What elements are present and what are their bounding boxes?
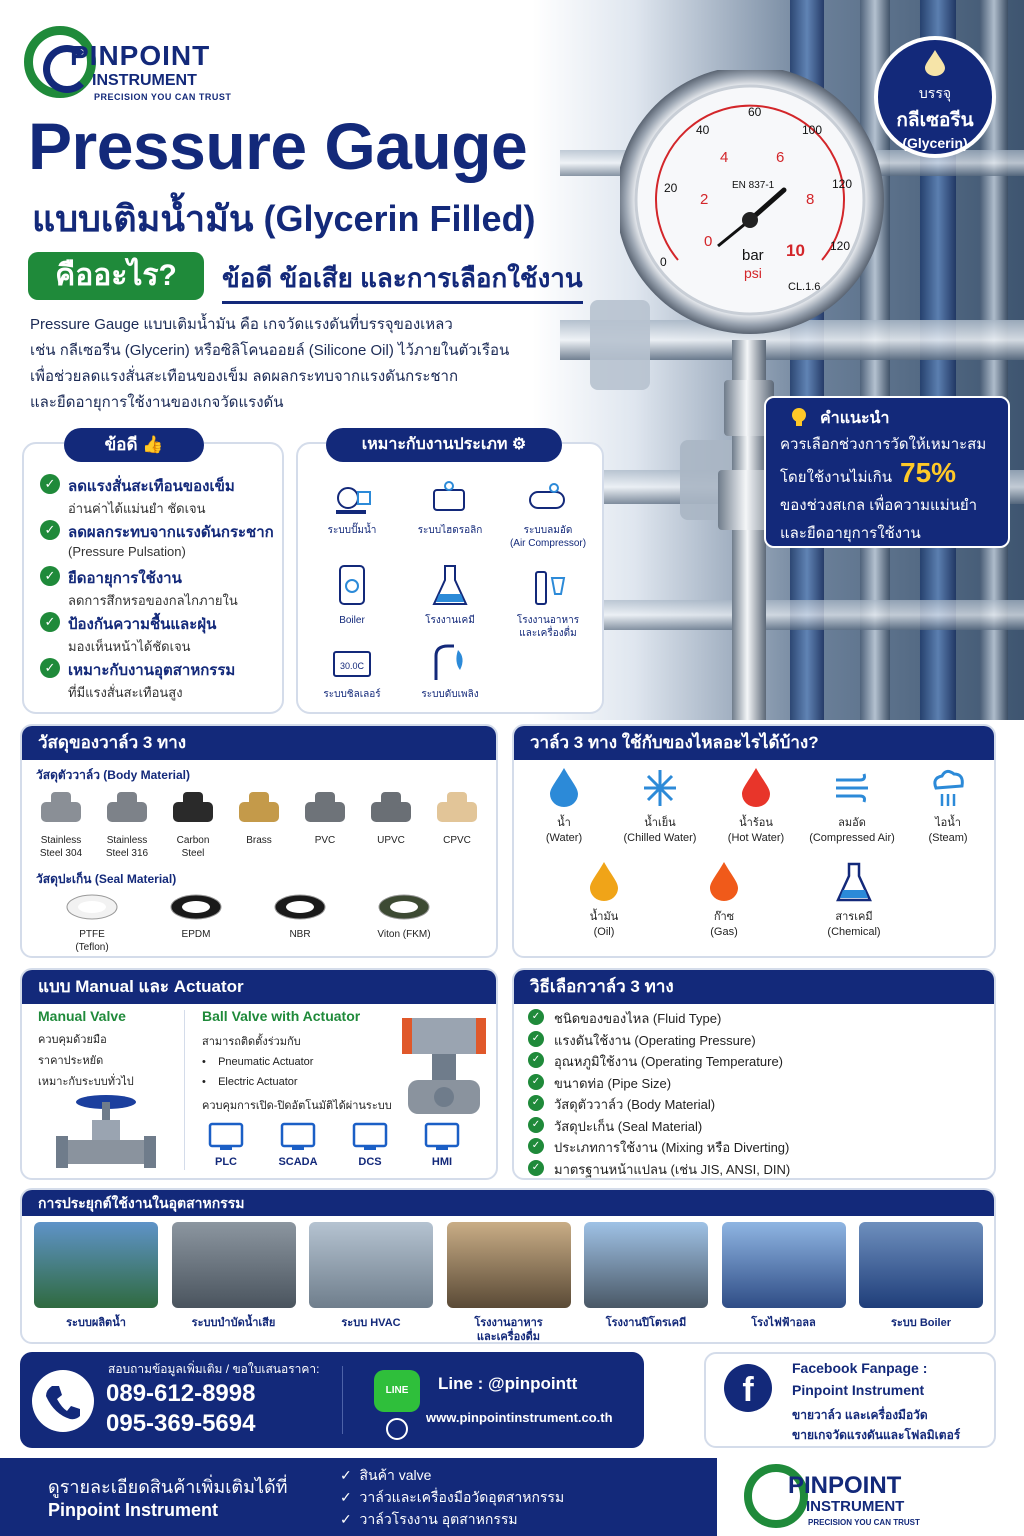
control-system-item — [342, 1122, 398, 1168]
glycerin-line-2: กลีเซอรีน — [896, 110, 974, 131]
fluid-label-sub: (Gas) — [710, 926, 738, 938]
fb-label: Facebook Fanpage : — [792, 1360, 928, 1376]
application-photo — [584, 1222, 708, 1308]
facebook-icon: f — [724, 1364, 772, 1412]
body-material-item — [30, 788, 92, 860]
thumbs-up-icon: 👍 — [142, 435, 164, 454]
use-label: โรงงานอาหาร — [516, 615, 580, 626]
fb-page-name[interactable]: Pinpoint Instrument — [792, 1382, 925, 1398]
tee-fitting-icon — [369, 788, 413, 830]
website-link[interactable]: www.pinpointinstrument.co.th — [426, 1410, 613, 1425]
glycerin-badge — [874, 36, 996, 158]
bottle-glass-icon — [528, 564, 568, 608]
gauge-psi-label: 100 — [802, 123, 823, 137]
lightbulb-icon — [788, 406, 810, 428]
check-icon: ✓ — [528, 1095, 544, 1111]
footer-link: ✓ วาล์วโรงงาน อุตสาหกรรม — [340, 1511, 518, 1527]
footer-link: ✓ วาล์วและเครื่องมือวัดอุตสาหกรรม — [340, 1489, 565, 1505]
seal-material-title: วัสดุปะเก็น (Seal Material) — [36, 872, 177, 886]
monitor-icon — [352, 1122, 388, 1152]
fluid-label: น้ำ — [557, 817, 571, 829]
fire-hydrant-icon — [430, 640, 470, 682]
hydraulic-icon — [430, 480, 470, 518]
seal-label: EPDM — [181, 929, 211, 940]
gauge-psi-label: 60 — [748, 105, 762, 119]
actuator-bullet: • Pneumatic Actuator — [202, 1056, 314, 1068]
fluid-item — [554, 860, 654, 940]
actuator-note: ควบคุมการเปิด-ปิดอัตโนมัติได้ผ่านระบบ — [202, 1100, 392, 1112]
seal-label-sub: (Teflon) — [75, 942, 109, 953]
use-label: โรงงานเคมี — [425, 615, 475, 626]
fluid-label: น้ำร้อน — [739, 817, 773, 829]
manual-actuator-title: แบบ Manual และ Actuator — [22, 970, 496, 1004]
footer-brand-name: PINPOINT — [788, 1472, 902, 1499]
application-item — [447, 1222, 571, 1344]
selection-item — [528, 1094, 715, 1115]
gauge-bar-label: 8 — [806, 191, 815, 208]
manual-line: เหมาะกับระบบทั่วไป — [38, 1076, 134, 1088]
seal-label: NBR — [289, 929, 311, 940]
tee-fitting-icon — [39, 788, 83, 830]
advantage-heading: เหมาะกับงานอุตสาหกรรม — [68, 662, 236, 679]
gasket-ring-icon — [272, 892, 328, 922]
selection-text: ประเภทการใช้งาน (Mixing หรือ Diverting) — [554, 1140, 790, 1155]
fluid-label: ไอน้ำ — [935, 817, 961, 829]
tip-box — [764, 396, 1010, 548]
application-item — [722, 1222, 846, 1330]
use-item-chemical — [402, 564, 498, 627]
use-label: ระบบลมอัด — [523, 525, 573, 536]
gear-icon: ⚙ — [511, 436, 527, 453]
check-icon: ✓ — [528, 1074, 544, 1090]
selection-text: มาตรฐานหน้าแปลน (เช่น JIS, ANSI, DIN) — [554, 1161, 791, 1177]
advantage-heading: ยืดอายุการใช้งาน — [68, 570, 182, 587]
body-material-title: วัสดุตัววาล์ว (Body Material) — [36, 768, 190, 782]
advantage-detail: (Pressure Pulsation) — [68, 544, 186, 559]
page-subtitle: แบบเติมน้ำมัน (Glycerin Filled) — [32, 198, 536, 239]
footer-brand-tagline: PRECISION YOU CAN TRUST — [808, 1518, 920, 1527]
advantage-item — [40, 612, 216, 657]
control-system-label: DCS — [358, 1156, 382, 1168]
gas-flame-icon — [704, 860, 744, 904]
line-id[interactable]: Line : @pinpointt — [438, 1374, 578, 1393]
selection-item — [528, 1030, 756, 1051]
intro-line: และยืดอายุการใช้งานของเกจวัดแรงดัน — [30, 394, 284, 411]
intro-line: Pressure Gauge แบบเติมน้ำมัน คือ เกจวัดแรงดันที่บรรจุของเหลว — [30, 316, 453, 333]
water-pump-icon — [332, 480, 372, 518]
use-item-hydraulic — [402, 480, 498, 537]
glycerin-drop-icon — [925, 50, 945, 76]
fluid-item — [706, 766, 806, 846]
tee-fitting-icon — [303, 788, 347, 830]
selection-text: ชนิดของของไหล (Fluid Type) — [554, 1011, 722, 1026]
material-label: CPVC — [443, 835, 471, 846]
manual-line: ควบคุมด้วยมือ — [38, 1034, 107, 1046]
seal-label: Viton (FKM) — [377, 929, 431, 940]
selection-item — [528, 1159, 790, 1180]
application-item — [859, 1222, 983, 1330]
material-label: PVC — [314, 835, 336, 846]
gauge-bar-label: 0 — [704, 233, 713, 250]
use-item-fire — [402, 640, 498, 701]
advantage-item — [40, 658, 235, 703]
check-icon: ✓ — [528, 1031, 544, 1047]
tip-line: ของช่วงสเกล เพื่อความแม่นยำ — [780, 497, 978, 514]
fluid-label-sub: (Chilled Water) — [623, 832, 697, 844]
control-system-label: SCADA — [278, 1156, 318, 1168]
fb-line: ขายวาล์ว และเครื่องมือวัด — [792, 1408, 928, 1422]
gauge-psi-label: 120 — [832, 177, 853, 191]
page-title: Pressure Gauge — [28, 109, 528, 183]
application-photo — [447, 1222, 571, 1308]
material-label-sub: Steel 304 — [39, 848, 83, 859]
fluid-label-sub: (Compressed Air) — [809, 832, 895, 844]
materials-section — [20, 724, 498, 958]
manual-actuator-section — [20, 968, 498, 1180]
monitor-icon — [208, 1122, 244, 1152]
use-label-sub: และเครื่องดื่ม — [519, 628, 577, 639]
divider — [342, 1366, 343, 1434]
use-item-chiller — [304, 648, 400, 701]
gauge-psi-label: 20 — [664, 181, 678, 195]
fluid-item — [610, 766, 710, 846]
advantages-card — [22, 442, 284, 714]
use-label: ระบบดับเพลิง — [421, 689, 479, 700]
glycerin-line-1: บรรจุ — [918, 85, 952, 101]
control-system-item — [270, 1122, 326, 1168]
use-item-boiler — [304, 564, 400, 627]
footer-link: ✓ สินค้า valve — [340, 1467, 432, 1483]
fluid-label: น้ำเย็น — [644, 817, 676, 829]
what-is-badge: คืออะไร? — [28, 252, 204, 300]
air-compressor-icon — [528, 480, 568, 518]
suitable-uses-title — [326, 428, 562, 462]
intro-text — [30, 312, 550, 416]
check-icon: ✓ — [40, 612, 60, 632]
check-icon: ✓ — [528, 1160, 544, 1176]
fluids-section — [512, 724, 996, 958]
application-label: โรงงานปิโตรเคมี — [605, 1317, 687, 1329]
pros-cons-title: ข้อดี ข้อเสีย และการเลือกใช้งาน — [222, 258, 583, 304]
application-photo — [722, 1222, 846, 1308]
snowflake-icon — [640, 766, 680, 810]
fluid-label: ลมอัด — [838, 817, 866, 829]
body-material-item — [294, 788, 356, 847]
tee-fitting-icon — [435, 788, 479, 830]
advantage-heading: ป้องกันความชื้นและฝุ่น — [68, 616, 217, 633]
fb-line: ขายเกจวัดแรงดันและโฟลมิเตอร์ — [792, 1428, 961, 1442]
check-icon: ✓ — [40, 658, 60, 678]
divider — [184, 1010, 185, 1170]
manual-line: ราคาประหยัด — [38, 1055, 104, 1067]
gauge-pivot — [742, 212, 758, 228]
advantage-detail: มองเห็นหน้าได้ชัดเจน — [68, 639, 191, 654]
tip-percent: 75% — [900, 457, 957, 488]
body-material-item — [96, 788, 158, 860]
application-label: ระบบ HVAC — [341, 1317, 401, 1329]
gauge-bar-label: 4 — [720, 149, 729, 166]
control-system-item — [414, 1122, 470, 1168]
applications-title: การประยุกต์ใช้งานในอุตสาหกรรม — [22, 1190, 994, 1216]
globe-icon — [386, 1418, 408, 1440]
material-label-sub: Steel 316 — [105, 848, 149, 859]
intro-line: เช่น กลีเซอรีน (Glycerin) หรือซิลิโคนออยล์ (Silicone Oil) ไว้ภายในตัวเรือน — [30, 342, 510, 359]
advantages-title — [64, 428, 204, 462]
selection-text: วัสดุตัววาล์ว (Body Material) — [554, 1097, 716, 1112]
gasket-ring-icon — [168, 892, 224, 922]
advantage-detail: ลดการสึกหรอของกลไกภายใน — [68, 593, 238, 608]
control-system-label: HMI — [431, 1156, 453, 1168]
manual-valve-heading: Manual Valve — [38, 1008, 126, 1024]
footer-line-1: ดูรายละเอียดสินค้าเพิ่มเติมได้ที่ — [48, 1477, 288, 1497]
selection-text: อุณหภูมิใช้งาน (Operating Temperature) — [554, 1054, 783, 1069]
application-item — [172, 1222, 296, 1330]
tip-line: และยืดอายุการใช้งาน — [780, 525, 921, 542]
fluid-label: น้ำมัน — [589, 911, 619, 923]
advantage-detail: ที่มีแรงสั่นสะเทือนสูง — [68, 685, 183, 700]
check-icon: ✓ — [528, 1117, 544, 1133]
check-icon: ✓ — [528, 1138, 544, 1154]
suitable-uses-title-text: เหมาะกับงานประเภท — [361, 436, 508, 453]
brand-logo — [24, 26, 254, 106]
applications-section — [20, 1188, 996, 1344]
use-label-sub: (Air Compressor) — [509, 538, 587, 549]
phone-icon — [32, 1370, 94, 1432]
gauge-bar-label: 10 — [786, 241, 805, 260]
fluid-item — [898, 766, 998, 846]
body-material-item — [228, 788, 290, 847]
tee-fitting-icon — [171, 788, 215, 830]
check-icon: ✓ — [40, 520, 60, 540]
gasket-ring-icon — [64, 892, 120, 922]
footer — [0, 1458, 1024, 1536]
fluid-label: สารเคมี — [835, 911, 873, 923]
gauge-unit-bar: bar — [742, 247, 764, 264]
seal-label: PTFE — [79, 929, 105, 940]
body-material-item — [162, 788, 224, 860]
footer-link-text[interactable]: สินค้า valve — [359, 1467, 432, 1483]
check-icon: ✓ — [40, 566, 60, 586]
selection-text: วัสดุปะเก็น (Seal Material) — [554, 1118, 703, 1134]
footer-brand-logo — [744, 1464, 964, 1532]
selection-section — [512, 968, 996, 1180]
material-label: Stainless — [106, 835, 148, 846]
gauge-bar-label: 6 — [776, 149, 785, 166]
brand-name: PINPOINT — [70, 40, 211, 71]
seal-material-item — [364, 892, 444, 941]
actuator-valve-icon — [402, 1012, 486, 1132]
gauge-psi-label: 40 — [696, 123, 710, 137]
check-icon: ✓ — [528, 1009, 544, 1025]
application-label-sub: และเครื่องดื่ม — [476, 1331, 541, 1343]
fluids-title: วาล์ว 3 ทาง ใช้กับของไหลอะไรได้บ้าง? — [514, 726, 994, 760]
use-label: Boiler — [339, 615, 365, 626]
brand-sub: INSTRUMENT — [92, 72, 197, 89]
line-app-icon: LINE — [374, 1370, 420, 1412]
actuator-intro: สามารถติดตั้งร่วมกับ — [202, 1036, 301, 1048]
fluid-label: ก๊าซ — [713, 911, 735, 923]
use-item-pump — [304, 480, 400, 537]
material-label: Brass — [246, 835, 272, 846]
contact-panel — [20, 1352, 644, 1448]
tip-line: ควรเลือกช่วงการวัดให้เหมาะสม — [780, 436, 987, 453]
advantage-heading: ลดแรงสั่นสะเทือนของเข็ม — [68, 478, 235, 495]
pressure-gauge-illustration — [620, 70, 900, 720]
body-material-item — [360, 788, 422, 847]
application-item — [34, 1222, 158, 1330]
selection-item — [528, 1008, 721, 1029]
selection-item — [528, 1051, 783, 1072]
advantage-item — [40, 474, 235, 519]
chiller-icon — [332, 648, 372, 682]
fluid-label-sub: (Steam) — [928, 832, 968, 844]
gauge-class: CL.1.6 — [788, 281, 821, 293]
gauge-psi-label: 0 — [660, 255, 667, 269]
selection-item — [528, 1116, 702, 1137]
fluid-item — [804, 860, 904, 940]
application-label: โรงงานอาหาร — [474, 1317, 543, 1329]
application-label: ระบบ Boiler — [890, 1317, 951, 1329]
fluid-item — [674, 860, 774, 940]
chiller-display: 30.0C — [340, 661, 365, 671]
intro-line: เพื่อช่วยลดแรงสั่นสะเทือนของเข็ม ลดผลกระทบจากแรงดันกระชาก — [30, 368, 459, 385]
actuator-bullet-text: Electric Actuator — [218, 1076, 298, 1088]
advantage-heading: ลดผลกระทบจากแรงดันกระชาก — [68, 524, 274, 541]
brand-tagline: PRECISION YOU CAN TRUST — [94, 92, 232, 102]
fluid-label-sub: (Oil) — [593, 926, 615, 938]
advantage-item — [40, 566, 238, 611]
materials-title: วัสดุของวาล์ว 3 ทาง — [22, 726, 496, 760]
manual-valve-icon — [56, 1090, 156, 1176]
application-item — [584, 1222, 708, 1330]
wind-icon — [832, 766, 872, 810]
footer-link-text[interactable]: วาล์วและเครื่องมือวัดอุตสาหกรรม — [359, 1489, 565, 1505]
seal-material-item — [52, 892, 132, 954]
seal-material-item — [156, 892, 236, 941]
advantage-item — [40, 520, 274, 559]
use-item-food — [500, 564, 596, 640]
check-icon: ✓ — [40, 474, 60, 494]
fluid-label-sub: (Water) — [545, 832, 583, 844]
use-label: ระบบชิลเลอร์ — [323, 689, 381, 700]
footer-line-2: Pinpoint Instrument — [48, 1500, 218, 1520]
seal-material-item — [260, 892, 340, 941]
selection-title: วิธีเลือกวาล์ว 3 ทาง — [514, 970, 994, 1004]
material-label: UPVC — [377, 835, 405, 846]
tip-line: โดยใช้งานไม่เกิน — [780, 469, 892, 486]
application-photo — [859, 1222, 983, 1308]
advantage-detail: อ่านค่าได้แม่นยำ ชัดเจน — [68, 501, 206, 516]
oil-drop-icon — [584, 860, 624, 904]
actuator-heading: Ball Valve with Actuator — [202, 1008, 361, 1024]
steam-cloud-icon — [928, 766, 968, 810]
use-label: ระบบปั๊มน้ำ — [327, 525, 377, 536]
chemical-flask-icon — [430, 564, 470, 608]
check-icon: ✓ — [528, 1052, 544, 1068]
application-label: โรงไฟฟ้าอลล — [751, 1317, 816, 1329]
material-label: Stainless — [40, 835, 82, 846]
boiler-icon — [332, 564, 372, 608]
flame-drop-icon — [736, 766, 776, 810]
fluid-label-sub: (Chemical) — [827, 926, 881, 938]
selection-text: แรงดันใช้งาน (Operating Pressure) — [554, 1032, 756, 1048]
monitor-icon — [280, 1122, 316, 1152]
phone-1[interactable]: 089-612-8998 — [106, 1380, 256, 1407]
gasket-ring-icon — [376, 892, 432, 922]
footer-link-text[interactable]: วาล์วโรงงาน อุตสาหกรรม — [359, 1511, 518, 1527]
selection-item — [528, 1073, 671, 1094]
tee-fitting-icon — [237, 788, 281, 830]
material-label-sub: Steel — [181, 848, 205, 859]
tee-fitting-icon — [105, 788, 149, 830]
advantages-title-text: ข้อดี — [104, 435, 138, 454]
application-item — [309, 1222, 433, 1330]
footer-brand-sub: INSTRUMENT — [806, 1498, 905, 1515]
application-label: ระบบผลิตน้ำ — [66, 1317, 126, 1329]
glycerin-line-3: (Glycerin) — [902, 135, 968, 151]
monitor-icon — [424, 1122, 460, 1152]
application-photo — [34, 1222, 158, 1308]
gauge-psi-label: 120 — [830, 239, 851, 253]
use-label: ระบบไฮดรอลิก — [417, 525, 483, 536]
fluid-item — [802, 766, 902, 846]
phone-2[interactable]: 095-369-5694 — [106, 1410, 256, 1437]
fluid-item — [514, 766, 614, 846]
selection-text: ขนาดท่อ (Pipe Size) — [554, 1075, 672, 1091]
application-photo — [309, 1222, 433, 1308]
control-system-label: PLC — [215, 1156, 237, 1168]
chemical-flask-icon — [834, 860, 874, 904]
use-item-compressor — [500, 480, 596, 550]
gauge-unit-psi: psi — [744, 265, 762, 281]
actuator-bullet-text: Pneumatic Actuator — [218, 1056, 314, 1068]
contact-label: สอบถามข้อมูลเพิ่มเติม / ขอใบเสนอราคา: — [108, 1362, 320, 1376]
body-material-item — [426, 788, 488, 847]
gauge-standard: EN 837-1 — [732, 180, 775, 191]
gauge-bar-label: 2 — [700, 191, 709, 208]
water-drop-icon — [544, 766, 584, 810]
selection-item — [528, 1137, 789, 1158]
control-system-item — [198, 1122, 254, 1168]
facebook-panel — [704, 1352, 996, 1448]
suitable-uses-card — [296, 442, 604, 714]
application-photo — [172, 1222, 296, 1308]
fluid-label-sub: (Hot Water) — [727, 832, 785, 844]
actuator-bullet: • Electric Actuator — [202, 1076, 298, 1088]
tip-heading: คำแนะนำ — [820, 410, 890, 427]
material-label: Carbon — [176, 835, 210, 846]
application-label: ระบบบำบัดน้ำเสีย — [191, 1317, 276, 1329]
